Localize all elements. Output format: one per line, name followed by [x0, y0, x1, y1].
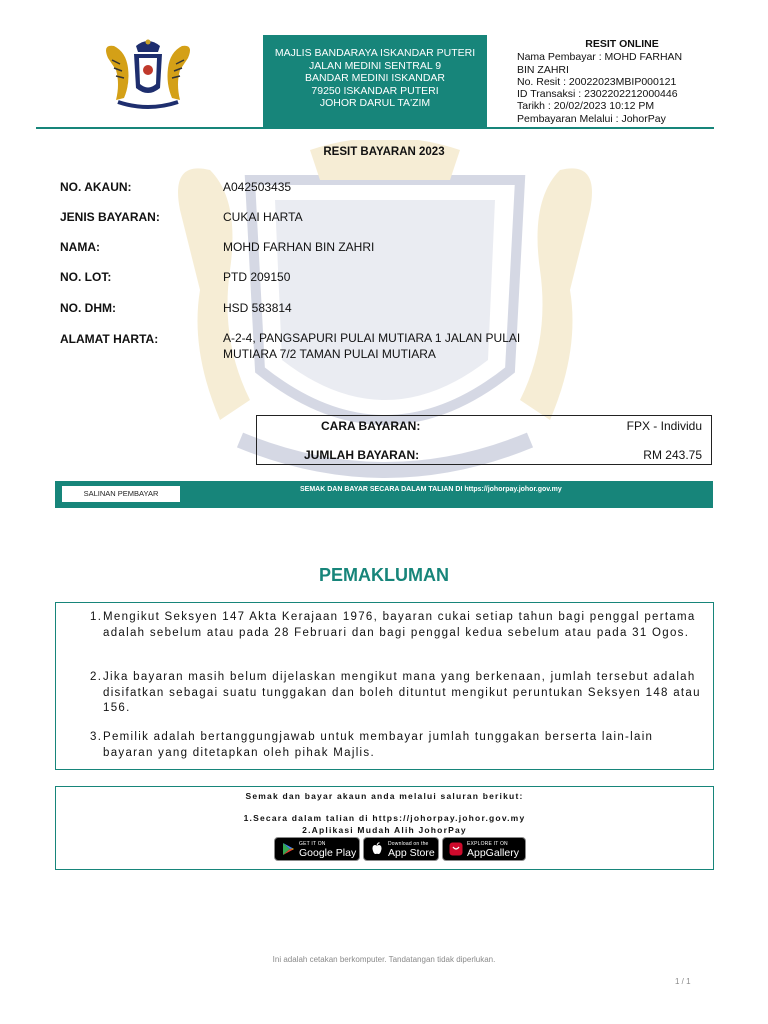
- council-address-line: JOHOR DARUL TA'ZIM: [319, 97, 431, 110]
- notice-item-number: 3.: [90, 731, 103, 743]
- appgallery-badge[interactable]: [442, 837, 526, 861]
- field-label-property-address: ALAMAT HARTA:: [60, 332, 159, 346]
- field-value-dhm: HSD 583814: [223, 301, 292, 315]
- payment-total-label: JUMLAH BAYARAN:: [304, 448, 420, 462]
- council-address-block: [263, 35, 487, 127]
- app-store-badge[interactable]: [363, 837, 439, 861]
- field-label-payment-type: JENIS BAYARAN:: [60, 210, 160, 224]
- notice-item: [90, 670, 708, 717]
- council-address-line: 79250 ISKANDAR PUTERI: [311, 84, 439, 97]
- apple-icon: [370, 842, 384, 856]
- receipt-info-line: Tarikh : 20/02/2023 10:12 PM: [517, 100, 655, 113]
- field-value-payment-type: CUKAI HARTA: [223, 210, 303, 224]
- payment-total-value: RM 243.75: [643, 448, 702, 462]
- channels-heading: Semak dan bayar akaun anda melalui saluran berikut:: [245, 791, 524, 801]
- channel-online-link[interactable]: 1.Secara dalam talian di https://johorpay.johor.gov.my: [243, 813, 526, 823]
- field-label-name: NAMA:: [60, 240, 100, 254]
- document-title: RESIT BAYARAN 2023: [323, 146, 445, 158]
- field-value-property-address: A-2-4, PANGSAPURI PULAI MUTIARA 1 JALAN PULAI MUTIARA 7/2 TAMAN PULAI MUTIARA: [223, 331, 521, 361]
- receipt-info-line: Nama Pembayar : MOHD FARHAN: [517, 51, 683, 64]
- council-address-line: JALAN MEDINI SENTRAL 9: [308, 59, 442, 72]
- field-label-account: NO. AKAUN:: [60, 180, 132, 194]
- huawei-appgallery-icon: [449, 842, 463, 856]
- computer-generated-note: Ini adalah cetakan berkomputer. Tandatangan tidak diperlukan.: [272, 955, 496, 964]
- field-value-lot: PTD 209150: [223, 270, 291, 284]
- channel-mobile-app: 2.Aplikasi Mudah Alih JohorPay: [302, 825, 467, 835]
- johor-crest-logo: [98, 38, 198, 112]
- online-check-bar: [55, 481, 713, 508]
- payer-copy-button[interactable]: SALINAN PEMBAYAR: [62, 486, 180, 502]
- notice-item-number: 2.: [90, 671, 103, 683]
- council-address-line: BANDAR MEDINI ISKANDAR: [304, 72, 446, 85]
- online-check-text: SEMAK DAN BAYAR SECARA DALAM TALIAN DI https://johorpay.johor.gov.my: [300, 486, 562, 493]
- notice-heading: PEMAKLUMAN: [319, 565, 449, 585]
- header-divider: [36, 127, 714, 129]
- notice-item-number: 1.: [90, 611, 103, 623]
- payment-summary-box: [256, 415, 712, 465]
- receipt-info-block: [517, 38, 717, 125]
- page-number: 1 / 1: [675, 977, 691, 986]
- field-label-lot: NO. LOT:: [60, 270, 112, 284]
- store-badge-caption: EXPLORE IT ON: [467, 841, 508, 847]
- field-value-name: MOHD FARHAN BIN ZAHRI: [223, 240, 375, 254]
- store-badge-caption: Download on the: [388, 841, 429, 847]
- store-badge-name: Google Play: [299, 847, 357, 859]
- payment-method-value: FPX - Individu: [626, 419, 702, 433]
- notice-item: [90, 730, 708, 761]
- notice-item-text: Jika bayaran masih belum dijelaskan mengikut mana yang berkenaan, jumlah tersebut adalah disifatkan sebagai suatu tunggakan dan boleh dituntut mengikut peruntukan Seksyen 148 atau 156.: [103, 671, 701, 714]
- council-address-line: MAJLIS BANDARAYA ISKANDAR PUTERI: [274, 47, 476, 59]
- receipt-info-line: BIN ZAHRI: [517, 63, 569, 76]
- receipt-info-line: Pembayaran Melalui : JohorPay: [517, 112, 666, 125]
- notice-item: [90, 610, 708, 641]
- receipt-info-title: RESIT ONLINE: [585, 38, 659, 50]
- google-play-icon: [281, 842, 295, 856]
- payment-method-label: CARA BAYARAN:: [321, 419, 421, 433]
- field-value-account: A042503435: [223, 180, 292, 194]
- notice-item-text: Mengikut Seksyen 147 Akta Kerajaan 1976, bayaran cukai setiap tahun bagi penggal pertama adalah sebelum atau pada 28 Februari dan bagi penggal kedua sebelum atau pada 31 Ogos.: [103, 611, 696, 639]
- notice-box: [55, 602, 714, 770]
- receipt-info-line: No. Resit : 20022023MBIP000121: [517, 75, 677, 88]
- notice-item-text: Pemilik adalah bertanggungjawab untuk membayar jumlah tunggakan berserta lain-lain bayaran yang ditetapkan oleh pihak Majlis.: [103, 731, 654, 759]
- store-badge-name: App Store: [388, 847, 435, 859]
- store-badge-caption: GET IT ON: [299, 841, 326, 847]
- field-label-dhm: NO. DHM:: [60, 301, 116, 315]
- store-badge-name: AppGallery: [467, 847, 519, 859]
- receipt-info-line: ID Transaksi : 2302202212000446: [517, 88, 678, 101]
- google-play-badge[interactable]: [274, 837, 360, 861]
